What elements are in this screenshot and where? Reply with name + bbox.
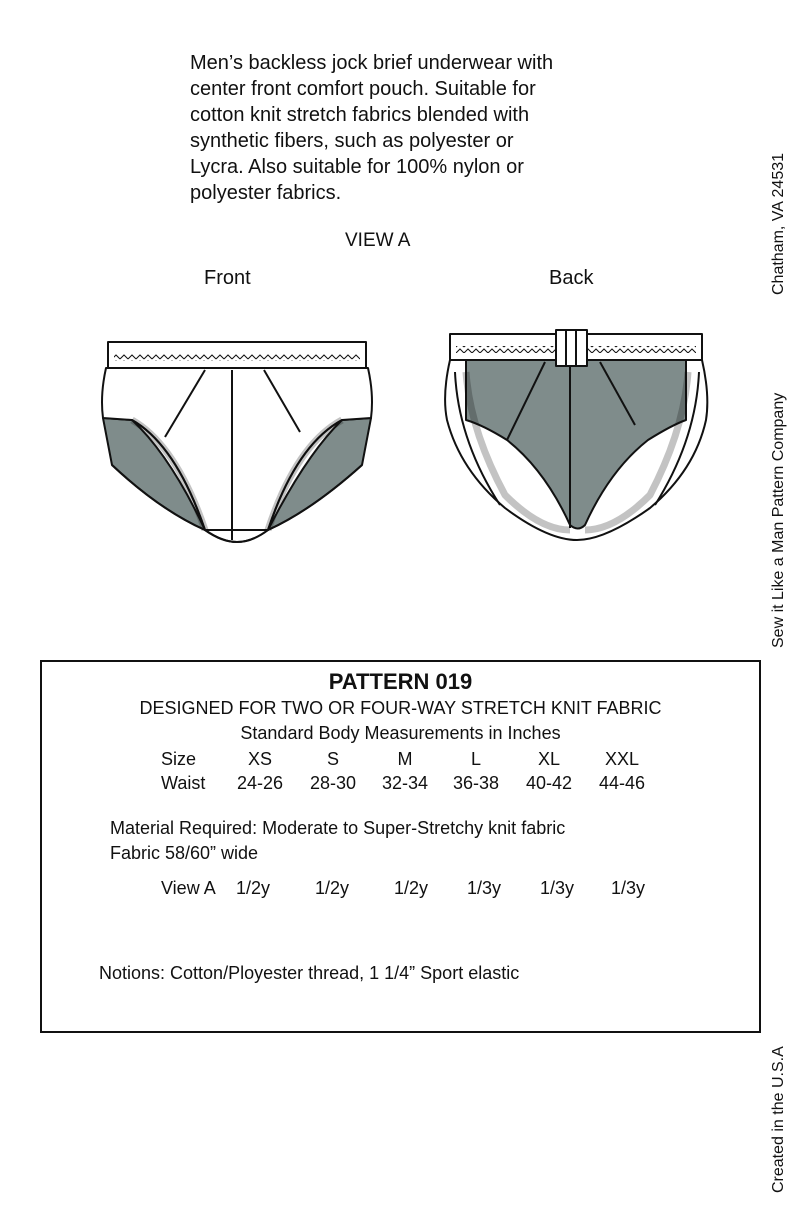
size-label: Size [161, 749, 197, 769]
waist-cell: 36-38 [452, 773, 500, 793]
pattern-description: Men’s backless jock brief underwear with center front comfort pouch. Suitable for cotton knit stretch fabrics blended with synthetic fibers, such as polyester or Lycra. Also suitable for 100% nylon or polyester fabrics. [190, 52, 554, 204]
made-in-note: Created in the U.S.A [770, 1046, 787, 1193]
size-cell: XL [537, 749, 561, 769]
size-cell: XXL [604, 749, 640, 769]
yardage-cell: 1/2y [235, 878, 271, 898]
yardage-cell: 1/3y [539, 878, 575, 898]
pattern-subtitle: DESIGNED FOR TWO OR FOUR-WAY STRETCH KNIT FABRIC [139, 698, 662, 718]
back-view-drawing [445, 330, 707, 540]
notions: Notions: Cotton/Ployester thread, 1 1/4” Sport elastic [99, 963, 520, 983]
company-address: Chatham, VA 24531 [770, 152, 787, 295]
size-cell: XS [247, 749, 272, 769]
yardage-cell: 1/2y [314, 878, 350, 898]
size-cell: S [326, 749, 339, 769]
company-name: Sew it Like a Man Pattern Company [770, 392, 787, 648]
yardage-cell: 1/3y [466, 878, 502, 898]
front-view-drawing [102, 342, 372, 542]
yardage-cell: 1/2y [393, 878, 429, 898]
yardage-cell: 1/3y [610, 878, 646, 898]
yardage-label: View A [161, 878, 216, 898]
pattern-info-box [40, 660, 761, 1033]
fabric-width: Fabric 58/60” wide [110, 843, 259, 863]
size-row [42, 749, 759, 773]
garment-illustration [95, 325, 715, 555]
waist-cell: 28-30 [309, 773, 357, 793]
yardage-row [42, 878, 759, 902]
size-cell: L [470, 749, 481, 769]
waist-cell: 32-34 [381, 773, 429, 793]
waist-row [42, 773, 759, 797]
waist-cell: 40-42 [525, 773, 573, 793]
front-waistband-zigzag [114, 354, 360, 361]
pattern-title: PATTERN 019 [328, 669, 473, 694]
material-required: Material Required: Moderate to Super-Stretchy knit fabric [110, 818, 566, 838]
waist-cell: 44-46 [598, 773, 646, 793]
back-label: Back [549, 267, 594, 289]
back-label-tab [556, 330, 587, 366]
measurements-heading: Standard Body Measurements in Inches [240, 723, 561, 743]
size-cell: M [397, 749, 413, 769]
front-label: Front [204, 267, 251, 289]
waist-cell: 24-26 [236, 773, 284, 793]
view-title: VIEW A [345, 230, 411, 251]
waist-label: Waist [161, 773, 206, 793]
